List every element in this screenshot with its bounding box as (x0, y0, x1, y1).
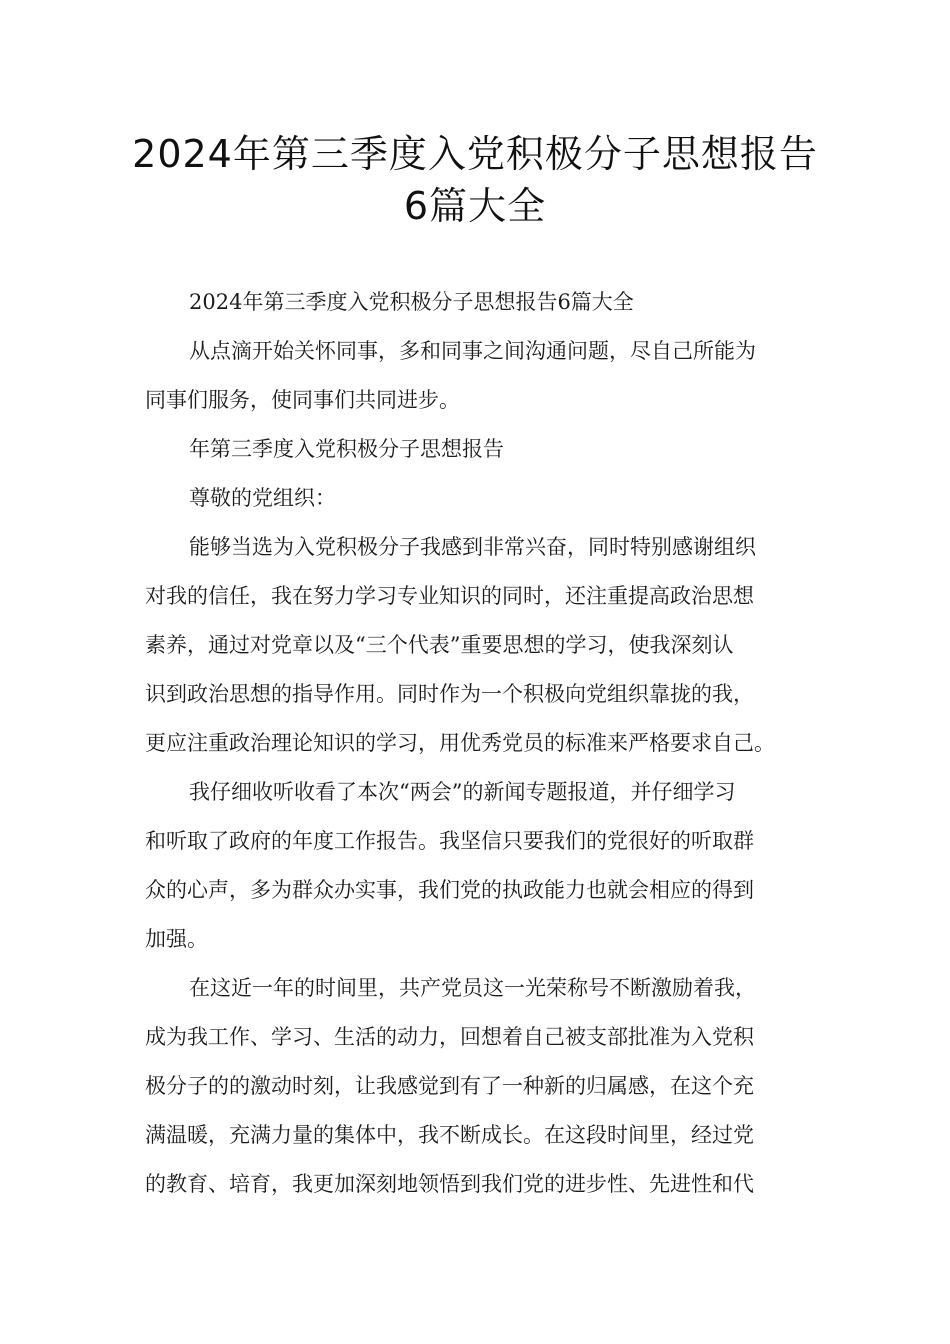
paragraph (145, 425, 810, 474)
title-line-2: 6篇大全 (403, 184, 547, 228)
text-line: 2024年第三季度入党积极分子思想报告6篇大全 (189, 290, 634, 314)
text-line: 成为我工作、学习、生活的动力，回想着自己被支部批准为入党积 (145, 1025, 754, 1049)
text-line: 众的心声，多为群众办实事，我们党的执政能力也就会相应的得到 (145, 878, 754, 902)
text-line: 素养，通过对党章以及“三个代表”重要思想的学习，使我深刻认 (145, 633, 734, 657)
text-line: 识到政治思想的指导作用。同时作为一个积极向党组织靠拢的我， (145, 682, 754, 706)
text-line: 对我的信任，我在努力学习专业知识的同时，还注重提高政治思想 (145, 584, 754, 608)
document-title (120, 128, 830, 232)
text-line: 和听取了政府的年度工作报告。我坚信只要我们的党很好的听取群 (145, 829, 754, 853)
text-line: 加强。 (145, 927, 208, 951)
paragraph (145, 964, 810, 1209)
paragraph (145, 523, 810, 768)
text-line: 同事们服务，使同事们共同进步。 (145, 388, 460, 412)
text-line: 年第三季度入党积极分子思想报告 (189, 437, 504, 461)
paragraph (145, 768, 810, 964)
paragraph (145, 278, 810, 327)
document-body (145, 278, 810, 1209)
paragraph (145, 327, 810, 425)
text-line: 我仔细收听收看了本次“两会”的新闻专题报道，并仔细学习 (189, 780, 736, 804)
text-line: 从点滴开始关怀同事，多和同事之间沟通问题，尽自己所能为 (189, 339, 756, 363)
text-line: 满温暖，充满力量的集体中，我不断成长。在这段时间里，经过党 (145, 1123, 754, 1147)
title-line-1: 2024年第三季度入党积极分子思想报告 (132, 132, 818, 176)
text-line: 更应注重政治理论知识的学习，用优秀党员的标准来严格要求自己。 (145, 731, 775, 755)
text-line: 极分子的的激动时刻，让我感觉到有了一种新的归属感，在这个充 (145, 1074, 754, 1098)
text-line: 能够当选为入党积极分子我感到非常兴奋，同时特别感谢组织 (189, 535, 756, 559)
text-line: 在这近一年的时间里，共产党员这一光荣称号不断激励着我， (189, 976, 756, 1000)
salutation (145, 474, 810, 523)
text-line: 尊敬的党组织： (189, 486, 336, 510)
text-line: 的教育、培育，我更加深刻地领悟到我们党的进步性、先进性和代 (145, 1172, 754, 1196)
